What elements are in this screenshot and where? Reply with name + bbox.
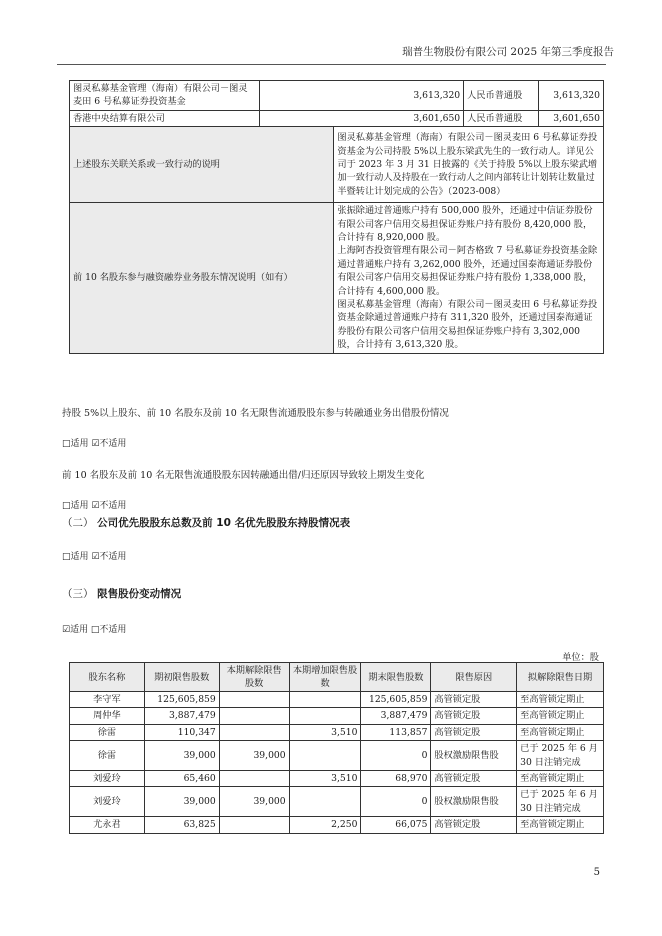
column-header: 期初限售股数	[144, 663, 219, 692]
release-date: 至高管锁定期止	[517, 817, 604, 833]
column-header: 期末限售股数	[361, 663, 431, 692]
table-row	[70, 787, 604, 817]
restriction-reason: 股权激励限售股	[431, 787, 517, 817]
page-number: 5	[593, 867, 600, 878]
opening-restricted: 125,605,859	[144, 692, 219, 708]
closing-restricted: 0	[361, 787, 431, 817]
restriction-reason: 高管锁定股	[431, 708, 517, 724]
column-header: 本期解除限售股数	[219, 663, 289, 692]
opening-restricted: 39,000	[144, 787, 219, 817]
opening-restricted: 39,000	[144, 741, 219, 771]
added: 2,250	[289, 817, 361, 833]
column-header: 限售原因	[431, 663, 517, 692]
section-number: （三）	[62, 588, 94, 600]
released	[219, 724, 289, 740]
closing-restricted: 68,970	[361, 771, 431, 787]
applicability-checkbox: □适用 ☑不适用	[62, 439, 127, 449]
table-row	[70, 708, 604, 724]
holder-name: 李守军	[70, 692, 145, 708]
holder-name: 周仲华	[70, 708, 145, 724]
share-amount: 3,613,320	[259, 81, 464, 111]
release-date: 已于 2025 年 6 月 30 日注销完成	[517, 787, 604, 817]
opening-restricted: 110,347	[144, 724, 219, 740]
share-type: 人民币普通股	[464, 110, 539, 126]
section-number: （二）	[62, 517, 94, 529]
margin-paragraph: 上海阿杏投资管理有限公司－阿杏格致 7 号私募证券投资基金除通过普通账户持有 3,262,000 股外，还通过国泰海通证券股份有限公司客户信用交易担保证券账户持有股份 1,338,000 股，合计持有 4,600,000 股。	[337, 245, 598, 297]
holder-name: 尤永君	[70, 817, 145, 833]
restriction-reason: 高管锁定股	[431, 817, 517, 833]
released	[219, 708, 289, 724]
released	[219, 817, 289, 833]
margin-text	[334, 203, 604, 353]
section-heading-restricted	[62, 586, 181, 601]
paragraph-lending: 持股 5%以上股东、前 10 名股东及前 10 名无限售流通股股东参与转融通业务出借股份情况	[62, 408, 449, 419]
opening-restricted: 63,825	[144, 817, 219, 833]
holder-name: 徐雷	[70, 741, 145, 771]
margin-label: 前 10 名股东参与融资融券业务股东情况说明（如有）	[70, 203, 334, 353]
added	[289, 708, 361, 724]
opening-restricted: 65,460	[144, 771, 219, 787]
paragraph-change: 前 10 名股东及前 10 名无限售流通股股东因转融通出借/归还原因导致较上期发生变化	[62, 470, 425, 481]
restriction-reason: 股权激励限售股	[431, 741, 517, 771]
applicability-checkbox: ☑适用 □不适用	[62, 625, 127, 635]
section-title: 限售股份变动情况	[97, 588, 182, 600]
released	[219, 692, 289, 708]
table-row	[70, 81, 604, 111]
column-header: 股东名称	[70, 663, 145, 692]
restricted-table-body	[70, 692, 604, 834]
share-type: 人民币普通股	[464, 81, 539, 111]
released	[219, 771, 289, 787]
share-amount: 3,601,650	[259, 110, 464, 126]
column-header: 本期增加限售股数	[289, 663, 361, 692]
margin-paragraph: 张振除通过普通账户持有 500,000 股外，还通过中信证券股份有限公司客户信用交易担保证券账户持有股份 8,420,000 股，合计持有 8,920,000 股。	[337, 205, 593, 244]
closing-restricted: 66,075	[361, 817, 431, 833]
section-title: 公司优先股股东总数及前 10 名优先股股东持股情况表	[97, 517, 351, 529]
restriction-reason: 高管锁定股	[431, 724, 517, 740]
closing-restricted: 0	[361, 741, 431, 771]
applicability-checkbox: □适用 ☑不适用	[62, 552, 127, 562]
holder-name: 刘爱玲	[70, 787, 145, 817]
shareholder-name: 香港中央结算有限公司	[70, 110, 260, 126]
relation-label: 上述股东关联关系或一致行动的说明	[70, 127, 334, 203]
restriction-reason: 高管锁定股	[431, 771, 517, 787]
closing-restricted: 3,887,479	[361, 708, 431, 724]
table-row	[70, 692, 604, 708]
table-row	[70, 771, 604, 787]
added	[289, 741, 361, 771]
table-row	[70, 203, 604, 353]
holder-name: 徐雷	[70, 724, 145, 740]
table-header-row	[70, 663, 604, 692]
margin-paragraph: 图灵私募基金管理（海南）有限公司－图灵麦田 6 号私募证券投资基金除通过普通账户持有 311,320 股外，还通过国泰海通证券股份有限公司客户信用交易担保证券账户持有 3,302,000 股，合计持有 3,613,320 股。	[337, 299, 598, 351]
release-date: 至高管锁定期止	[517, 708, 604, 724]
restriction-reason: 高管锁定股	[431, 692, 517, 708]
holder-name: 刘爱玲	[70, 771, 145, 787]
opening-restricted: 3,887,479	[144, 708, 219, 724]
shareholder-name: 图灵私募基金管理（海南）有限公司－图灵麦田 6 号私募证券投资基金	[70, 81, 260, 111]
share-count: 3,601,650	[539, 110, 604, 126]
table-row	[70, 741, 604, 771]
share-count: 3,613,320	[539, 81, 604, 111]
table-row	[70, 110, 604, 126]
release-date: 已于 2025 年 6 月 30 日注销完成	[517, 741, 604, 771]
release-date: 至高管锁定期止	[517, 692, 604, 708]
restricted-shares-table	[69, 662, 604, 834]
added	[289, 787, 361, 817]
released: 39,000	[219, 787, 289, 817]
release-date: 至高管锁定期止	[517, 771, 604, 787]
release-date: 至高管锁定期止	[517, 724, 604, 740]
closing-restricted: 113,857	[361, 724, 431, 740]
section-heading-preferred	[62, 515, 350, 530]
added: 3,510	[289, 724, 361, 740]
relation-text: 图灵私募基金管理（海南）有限公司－图灵麦田 6 号私募证券投资基金为公司持股 5%以上股东梁武先生的一致行动人。详见公司于 2023 年 3 月 31 日披露的《关于持股 5%以上股东梁武增加一致行动人及持股在一致行动人之间内部转让计划转让数量过半暨转让计划完成的公告》（2023-008）	[334, 127, 604, 203]
added	[289, 692, 361, 708]
closing-restricted: 125,605,859	[361, 692, 431, 708]
column-header: 拟解除限售日期	[517, 663, 604, 692]
added: 3,510	[289, 771, 361, 787]
page-header: 瑞普生物股份有限公司 2025 年第三季度报告	[402, 46, 614, 58]
table-row	[70, 817, 604, 833]
unit-label: 单位：股	[562, 652, 599, 663]
header-rule	[57, 64, 606, 65]
shareholder-table	[69, 80, 604, 354]
table-row	[70, 724, 604, 740]
released: 39,000	[219, 741, 289, 771]
table-row	[70, 127, 604, 203]
applicability-checkbox: □适用 ☑不适用	[62, 501, 127, 511]
